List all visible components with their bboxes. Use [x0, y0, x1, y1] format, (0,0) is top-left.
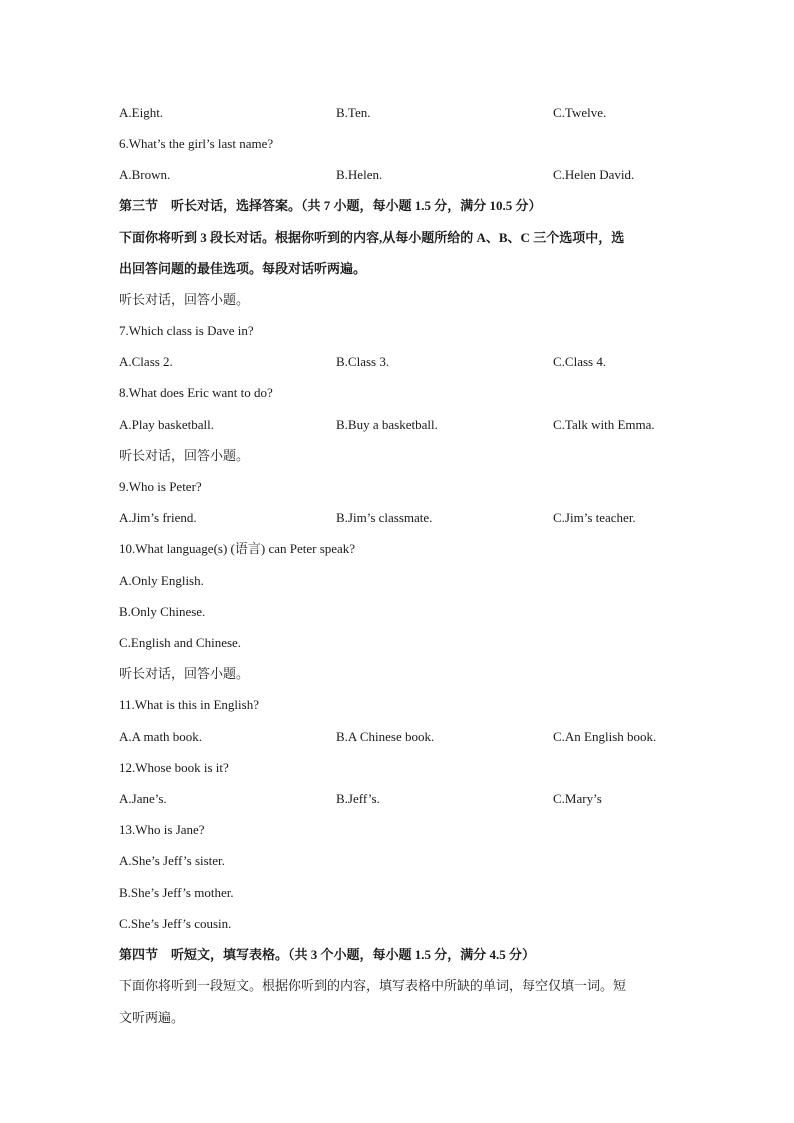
section-3-instruction-line-2: 出回答问题的最佳选项。每段对话听两遍。	[119, 261, 367, 276]
question-11: 11.What is this in English?	[119, 697, 259, 712]
option-a: A.Brown.	[119, 167, 171, 182]
option-b: B.Jeff’s.	[336, 791, 380, 806]
option-a: A.Jane’s.	[119, 791, 167, 806]
q13-option-b: B.She’s Jeff’s mother.	[119, 885, 234, 900]
question-6: 6.What’s the girl’s last name?	[119, 136, 274, 151]
q10-option-c: C.English and Chinese.	[119, 635, 242, 650]
question-9: 9.Who is Peter?	[119, 479, 202, 494]
option-b: B.Ten.	[336, 105, 371, 120]
listen-prompt-1: 听长对话，回答小题。	[119, 292, 250, 307]
option-a: A.Play basketball.	[119, 417, 214, 432]
option-b: B.Helen.	[336, 167, 383, 182]
option-b: B.Buy a basketball.	[336, 417, 438, 432]
option-c: C.Mary’s	[553, 791, 602, 806]
option-c: C.Helen David.	[553, 167, 635, 182]
option-b: B.Class 3.	[336, 354, 390, 369]
question-12: 12.Whose book is it?	[119, 760, 229, 775]
option-c: C.Twelve.	[553, 105, 607, 120]
option-a: A.Class 2.	[119, 354, 173, 369]
q13-option-a: A.She’s Jeff’s sister.	[119, 853, 225, 868]
option-a: A.Jim’s friend.	[119, 510, 197, 525]
question-10: 10.What language(s) (语言) can Peter speak?	[119, 541, 356, 556]
q13-option-c: C.She’s Jeff’s cousin.	[119, 916, 232, 931]
option-c: C.An English book.	[553, 729, 657, 744]
section-3-heading: 第三节 听长对话，选择答案。（共 7 小题，每小题 1.5 分，满分 10.5 分）	[119, 198, 542, 213]
section-4-heading: 第四节 听短文，填写表格。（共 3 个小题，每小题 1.5 分，满分 4.5 分）	[119, 947, 536, 962]
listen-prompt-3: 听长对话，回答小题。	[119, 666, 250, 681]
section-3-instruction-line-1: 下面你将听到 3 段长对话。根据你听到的内容,从每小题所给的 A、B、C 三个选项中，选	[119, 230, 625, 245]
option-c: C.Jim’s teacher.	[553, 510, 636, 525]
question-8: 8.What does Eric want to do?	[119, 385, 273, 400]
section-4-instruction-line-1: 下面你将听到一段短文。根据你听到的内容，填写表格中所缺的单词，每空仅填一词。短	[119, 978, 627, 993]
q10-option-a: A.Only English.	[119, 573, 204, 588]
option-a: A.Eight.	[119, 105, 164, 120]
question-7: 7.Which class is Dave in?	[119, 323, 254, 338]
option-b: B.Jim’s classmate.	[336, 510, 433, 525]
option-a: A.A math book.	[119, 729, 203, 744]
listen-prompt-2: 听长对话，回答小题。	[119, 448, 250, 463]
q10-option-b: B.Only Chinese.	[119, 604, 206, 619]
option-c: C.Talk with Emma.	[553, 417, 655, 432]
option-b: B.A Chinese book.	[336, 729, 435, 744]
section-4-instruction-line-2: 文听两遍。	[119, 1010, 185, 1025]
option-c: C.Class 4.	[553, 354, 607, 369]
question-13: 13.Who is Jane?	[119, 822, 205, 837]
